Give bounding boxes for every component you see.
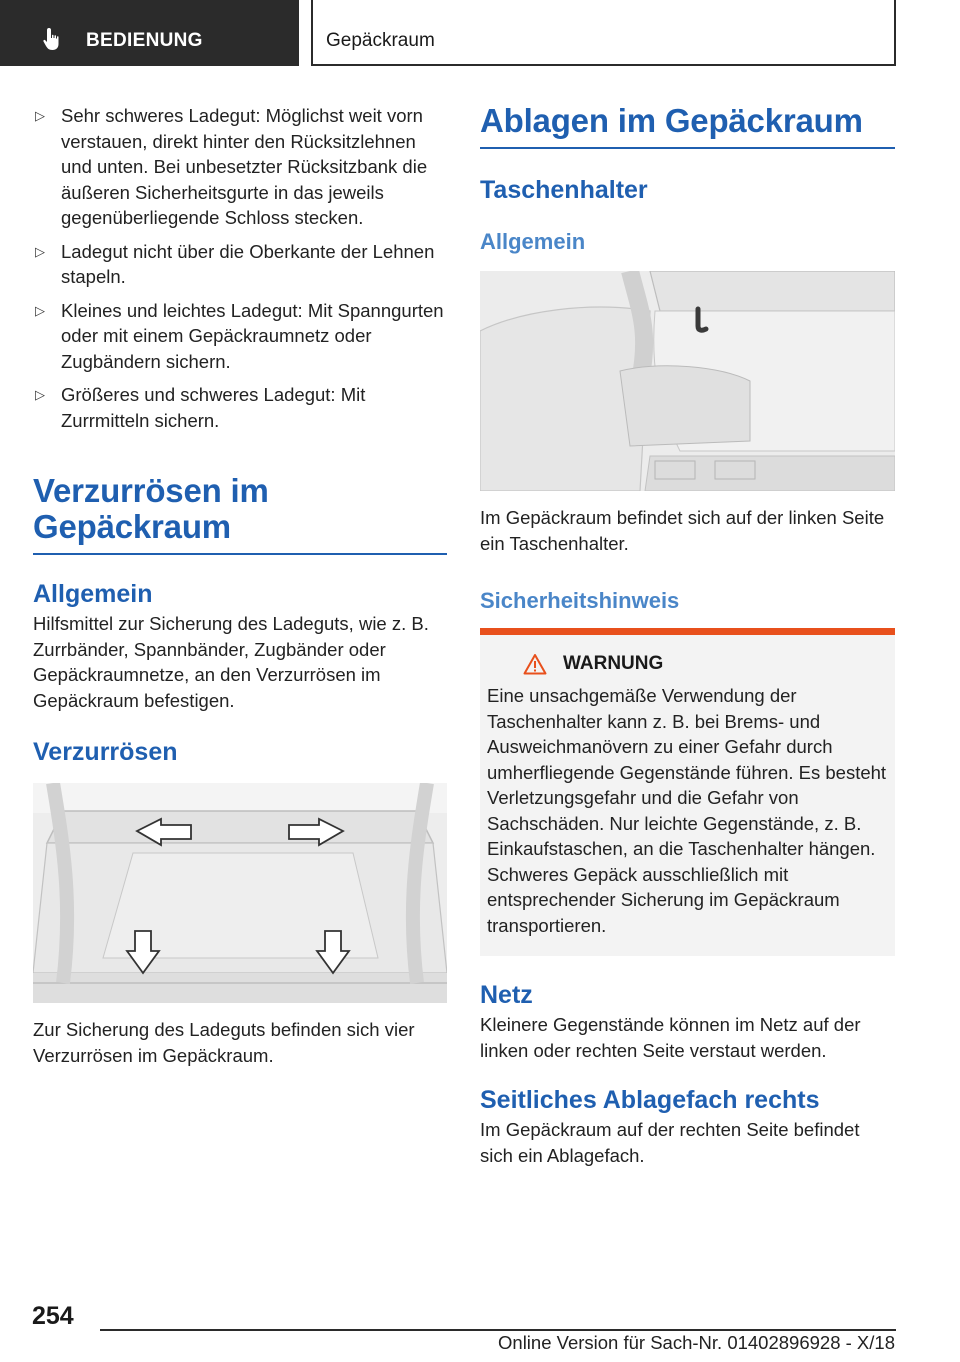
netz-paragraph: Kleinere Gegenstände können im Netz auf der linken oder rechten Seite verstaut werden. bbox=[480, 1014, 861, 1061]
subheading-allgemein: Allgemein bbox=[33, 580, 153, 608]
footer-online-version: Online Version für Sach-Nr. 01402896928 - X/18 bbox=[498, 1332, 895, 1353]
ablagefach-paragraph: Im Gepäckraum auf der rechten Seite befindet sich ein Ablagefach. bbox=[480, 1119, 860, 1166]
subheading-ablagefach: Seitliches Ablagefach rechts bbox=[480, 1086, 820, 1114]
section-heading-ablagen: Ablagen im Gepäckraum bbox=[480, 102, 863, 139]
image-caption: Zur Sicherung des Ladeguts befinden sich vier Verzurrösen im Gepäckraum. bbox=[33, 1019, 415, 1066]
warning-text: Eine unsachgemäße Verwendung der Taschenhalter kann z. B. bei Brems- und Ausweichmanövern zu einer Gefahr durch umherfliegende Gegenstände führen. Es besteht Verletzungsgefahr und die Gefahr von Sachschäden. Nur leichte Gegenstände, z. B. Einkaufstaschen, an die Taschenhalter hängen. Schweres Gepäck ausschließlich mit entsprechender Sicherung im Gepäckraum transportieren. bbox=[487, 685, 887, 936]
warning-header bbox=[523, 653, 887, 675]
triangle-bullet-icon: ▷ bbox=[35, 387, 45, 402]
triangle-bullet-icon: ▷ bbox=[35, 243, 45, 259]
image-caption: Im Gepäckraum befindet sich auf der linken Seite ein Taschenhalter. bbox=[480, 507, 885, 554]
triangle-bullet-icon: ▷ bbox=[35, 108, 45, 123]
warning-title: WARNUNG bbox=[563, 653, 664, 674]
allgemein-paragraph: Hilfsmittel zur Sicherung des Ladeguts, wie z. B. Zurrbänder, Spannbänder, Zugbänder oder Gepäckraumnetze, an den Verzurrösen im Gepäckraum befestigen. bbox=[33, 613, 429, 711]
list-item: ▷ Größeres und schweres Ladegut: Mit Zurrmitteln sichern. bbox=[35, 384, 366, 431]
subheading-netz: Netz bbox=[480, 981, 533, 1009]
bag-hook-image bbox=[480, 271, 895, 491]
subheading-sicherheitshinweis: Sicherheitshinweis bbox=[480, 588, 680, 613]
footer-divider bbox=[100, 1329, 896, 1331]
section-heading-verzurroesen: Verzurrösen im Gepäckraum bbox=[33, 472, 269, 545]
heading-divider bbox=[33, 553, 447, 555]
list-item: ▷ Ladegut nicht über die Oberkante der Lehnen stapeln. bbox=[35, 240, 435, 287]
list-item: ▷ Sehr schweres Ladegut: Möglichst weit vorn verstauen, direkt hinter den Rücksitzlehnen und unten. Bei unbesetzter Rücksitzbank die äußeren Sicherheitsgurte in das jeweils gegenüberliegende Schloss stecken. bbox=[35, 105, 428, 228]
warning-triangle-icon bbox=[523, 653, 547, 675]
hand-pointer-icon bbox=[40, 26, 66, 52]
load-guidelines-list bbox=[33, 103, 447, 433]
header-section-title: BEDIENUNG bbox=[86, 30, 203, 51]
subheading-allgemein: Allgemein bbox=[480, 229, 586, 254]
trunk-lashing-eyes-image bbox=[33, 783, 447, 1003]
warning-box bbox=[480, 628, 895, 956]
list-item: ▷ Kleines und leichtes Ladegut: Mit Spanngurten oder mit einem Gepäckraumnetz oder Zugbändern sichern. bbox=[35, 299, 444, 372]
subheading-taschenhalter: Taschenhalter bbox=[480, 176, 648, 204]
right-column bbox=[480, 103, 895, 1168]
triangle-bullet-icon: ▷ bbox=[35, 302, 45, 318]
page-number: 254 bbox=[32, 1302, 74, 1330]
heading-divider bbox=[480, 147, 895, 149]
header-chapter-title: Gepäckraum bbox=[326, 30, 435, 51]
subheading-verzurroesen: Verzurrösen bbox=[33, 738, 178, 766]
left-column bbox=[33, 103, 447, 1068]
